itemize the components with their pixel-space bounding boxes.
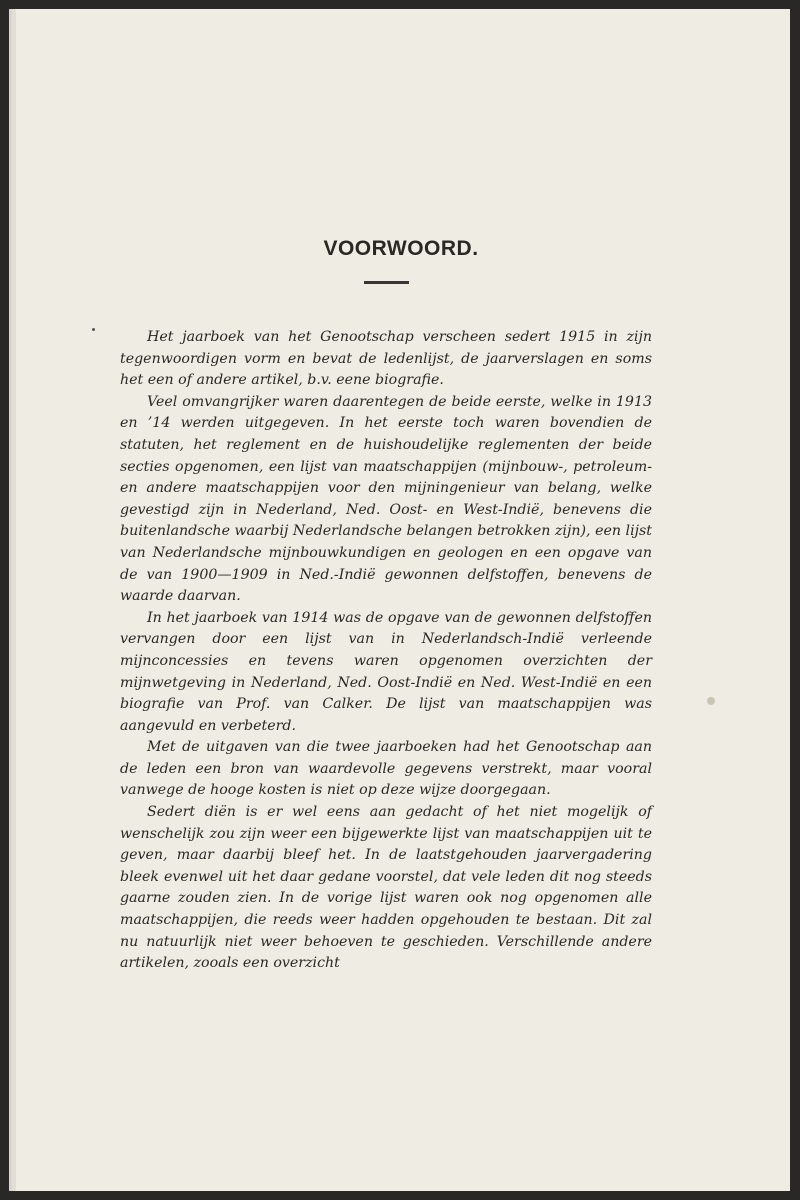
paragraph: Veel omvangrijker waren daarentegen de beide eerste, welke in 1913 en ’14 werden uitgegeven. In het eerste toch waren bovendien de statuten, het reglement en de huishoudelijke reglementen der beide secties opgenomen, een lijst van maatschappijen (mijnbouw-, petroleum- en andere maatschappijen voor den mijningenieur van belang, welke gevestigd zijn in Nederland, Ned. Oost- en West-Indië, benevens die buitenlandsche waarbij Nederlandsche belangen betrokken zijn), een lijst van Nederlandsche mijnbouwkundigen en geologen en een opgave van de van 1900—1909 in Ned.-Indië gewonnen delfstoffen, benevens de waarde daarvan. xyxy=(120,393,652,605)
body-text xyxy=(120,327,652,975)
paragraph: Sedert diën is er wel eens aan gedacht of het niet mogelijk of wenschelijk zou zijn weer een bijgewerkte lijst van maatschappijen uit te geven, maar daarbij bleef het. In de laatstgehouden jaarvergadering bleek evenwel uit het daar gedane voorstel, dat vele leden dit nog steeds gaarne zouden zien. In de vorige lijst waren ook nog opgenomen alle maatschappijen, die reeds weer hadden opgehouden te bestaan. Dit zal nu natuurlijk niet weer behoeven te geschieden. Verschillende andere artikelen, zooals een overzicht xyxy=(120,804,652,972)
title-divider xyxy=(364,281,409,284)
paragraph: Het jaarboek van het Genootschap verscheen sedert 1915 in zijn tegenwoordigen vorm en bevat de ledenlijst, de jaarverslagen en soms het een of andere artikel, b.v. eene biografie. xyxy=(120,329,652,389)
page-gutter xyxy=(12,9,16,1191)
paragraph: Met de uitgaven van die twee jaarboeken had het Genootschap aan de leden een bron van waardevolle gegevens verstrekt, maar vooral vanwege de hooge kosten is niet op deze wijze doorgegaan. xyxy=(120,739,652,799)
margin-speck xyxy=(707,697,715,705)
margin-speck xyxy=(92,328,95,331)
page-title: VOORWOORD. xyxy=(323,237,479,260)
book-page xyxy=(9,9,790,1191)
paragraph: In het jaarboek van 1914 was de opgave van de gewonnen delfstoffen vervangen door een lijst van in Nederlandsch-Indië verleende mijnconcessies en tevens waren opgenomen overzichten der mijnwetgeving in Nederland, Ned. Oost-Indië en Ned. West-Indië en een biografie van Prof. van Calker. De lijst van maatschappijen was aangevuld en verbeterd. xyxy=(120,609,652,734)
